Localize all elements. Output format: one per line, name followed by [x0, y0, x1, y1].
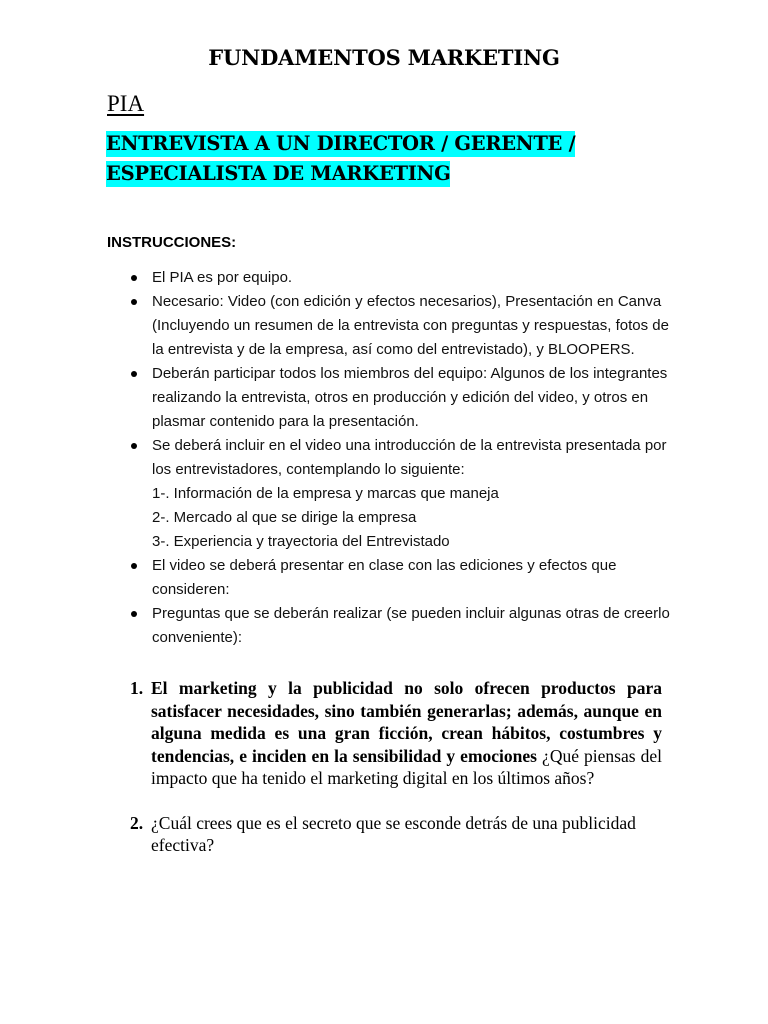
- bullet-dot-icon: [131, 563, 137, 569]
- list-item-text: Preguntas que se deberán realizar (se pueden incluir algunas otras de creerlo conveniente):: [152, 605, 670, 646]
- sub-item: 1-. Información de la empresa y marcas que maneja: [152, 485, 499, 502]
- bullet-dot-icon: [131, 299, 137, 305]
- questions-list: [130, 677, 662, 857]
- list-item: [152, 554, 672, 602]
- list-item-text: Deberán participar todos los miembros del equipo: Algunos de los integrantes realizando la entrevista, otros en producción y edición del video, y otros en plasmar contenido para la presentación.: [152, 365, 668, 430]
- document-subtitle: PIA: [107, 91, 145, 116]
- heading-line-2: ESPECIALISTA DE MARKETING: [106, 162, 451, 185]
- heading-line-1: ENTREVISTA A UN DIRECTOR / GERENTE /: [106, 132, 576, 155]
- list-item-text: El video se deberá presentar en clase con las ediciones y efectos que consideren:: [152, 557, 617, 598]
- question-item: [130, 812, 662, 857]
- list-item: [152, 362, 672, 434]
- list-item: [152, 266, 672, 290]
- list-item-text: Necesario: Video (con edición y efectos necesarios), Presentación en Canva (Incluyendo un resumen de la entrevista con preguntas y respuestas, fotos de la entrevista y de la empresa, así como del entrevistado), y BLOOPERS.: [152, 293, 669, 358]
- question-item: [130, 677, 662, 790]
- sub-item: 3-. Experiencia y trayectoria del Entrevistado: [152, 533, 450, 550]
- instructions-list: [152, 266, 672, 650]
- bullet-dot-icon: [131, 275, 137, 281]
- document-heading: [106, 129, 576, 189]
- bullet-dot-icon: [131, 443, 137, 449]
- list-item-text: Se deberá incluir en el video una introducción de la entrevista presentada por los entrevistadores, contemplando lo siguiente:: [152, 437, 667, 478]
- question-bold-text: El marketing y la publicidad no solo ofrecen productos para satisfacer necesidades, sino también generarlas; además, aunque en alguna medida es una gran ficción, crean hábitos, costumbres y tendencias, e inciden en la sensibilidad y emociones: [151, 678, 662, 766]
- document-title: FUNDAMENTOS MARKETING: [208, 45, 560, 70]
- question-text: ¿Cuál crees que es el secreto que se esconde detrás de una publicidad efectiva?: [151, 812, 636, 855]
- list-item: [152, 602, 672, 650]
- question-number: 2.: [130, 812, 144, 833]
- list-item: [152, 434, 672, 554]
- instructions-label: INSTRUCCIONES:: [107, 234, 237, 251]
- sub-item: 2-. Mercado al que se dirige la empresa: [152, 509, 417, 526]
- list-item-text: El PIA es por equipo.: [152, 269, 293, 286]
- question-number: 1.: [130, 678, 144, 698]
- list-item: [152, 290, 672, 362]
- bullet-dot-icon: [131, 611, 137, 617]
- question-text: ¿Qué piensas del impacto que ha tenido el marketing digital en los últimos años?: [151, 745, 663, 788]
- bullet-dot-icon: [131, 371, 137, 377]
